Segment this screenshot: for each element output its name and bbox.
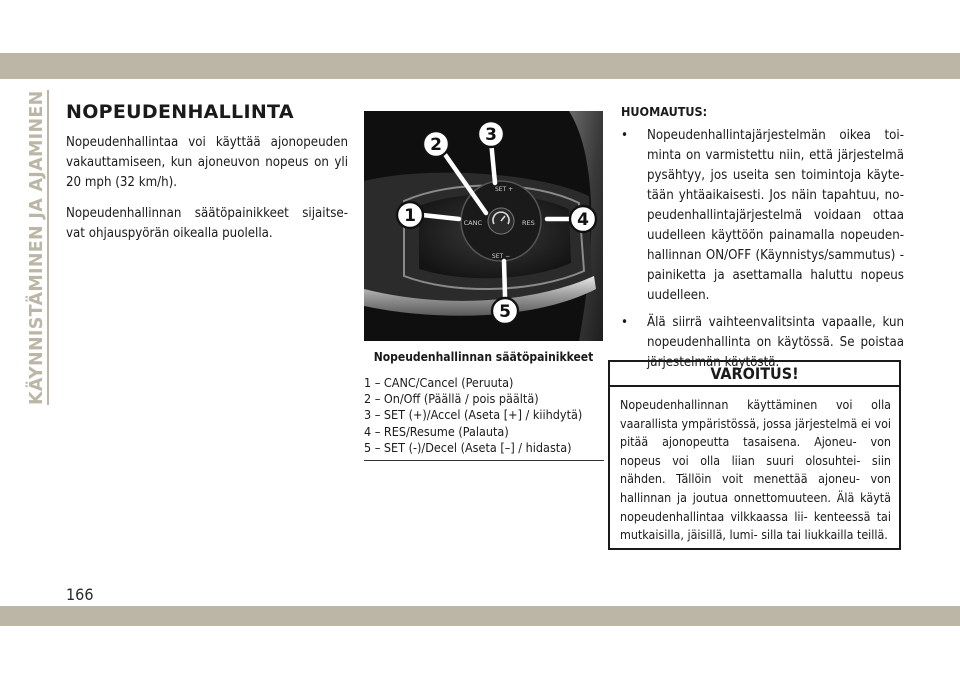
callout-1: 1 (404, 206, 416, 226)
set-plus-label: SET + (495, 186, 514, 193)
chapter-side-title: KÄYNNISTÄMINEN JA AJAMINEN (27, 90, 47, 405)
bullet-icon: • (621, 128, 628, 143)
callout-5: 5 (499, 302, 511, 322)
legend-item: 4 – RES/Resume (Palauta) (364, 423, 509, 439)
warning-title: VAROITUS! (610, 362, 899, 387)
warning-text: Nopeudenhallinnan käyttäminen voi olla vaarallista ympäristössä, jossa järjestelmä ei voi pitää ajonopeutta tasaisena. Ajoneu- von nopeus voi olla liian suuri olosuhtei- siin nähden. Tällöin voit menettää ajoneu- von hallinnan ja joutua onnettomuuteen. Älä käytä nopeudenhallintaa vilkkaassa lii- kenteessä tai mutkaisilla, jäisillä, lumi- silla tai liukkailla teillä. (620, 397, 891, 543)
callout-3: 3 (485, 125, 497, 145)
legend-item: 1 – CANC/Cancel (Peruuta) (364, 375, 514, 390)
bullet-icon: • (621, 315, 628, 330)
steering-wheel-figure (364, 111, 603, 341)
res-label: RES (522, 219, 535, 227)
figure-caption: Nopeudenhallinnan säätöpainikkeet (373, 350, 594, 364)
warning-box (608, 360, 901, 550)
legend-item: 2 – On/Off (Päällä / pois päältä) (364, 391, 539, 407)
steering-wheel-illustration (364, 111, 603, 341)
header-band (0, 53, 960, 79)
canc-label: CANC (463, 219, 482, 227)
set-minus-label: SET − (491, 253, 511, 260)
note-bullet (621, 126, 904, 306)
figure-legend (364, 375, 604, 461)
intro-paragraph: Nopeudenhallintaa voi käyttää ajonopeuden vakauttamiseen, kun ajoneuvon nopeus on yli 20 mph (32 km/h). (66, 135, 348, 190)
right-column (621, 104, 904, 380)
location-paragraph: Nopeudenhallinnan säätöpainikkeet sijaitse- vat ohjauspyörän oikealla puolella. (66, 206, 348, 241)
note-bullet-text: Nopeudenhallintajärjestelmän oikea toi- minta on varmistettu niin, että järjestelmä pysähtyy, jos useita sen toimintoja käyte- tään yhtäaikaisesti. Jos näin tapahtuu, no- peudenhallintajärjestelmä voidaan ottaa uudelleen käyttöön painamalla nopeuden- hallinnan ON/OFF (Käynnistys/sammutus) -painiketta ja asettamalla haluttu nopeus uudelleen. (647, 128, 904, 303)
left-column (66, 101, 348, 255)
legend-item: 3 – SET (+)/Accel (Aseta [+] / kiihdytä) (364, 407, 583, 423)
note-bullet-text: Älä siirrä vaihteenvalitsinta vapaalle, kun nopeudenhallinta on käytössä. Se poistaa järjestelmän käytöstä. (647, 315, 904, 370)
page-number: 166 (66, 585, 94, 604)
callout-2: 2 (430, 135, 442, 155)
footer-band (0, 606, 960, 626)
note-heading: HUOMAUTUS: (621, 104, 708, 119)
callout-4: 4 (577, 210, 589, 230)
section-heading: NOPEUDENHALLINTA (66, 101, 294, 123)
legend-item: 5 – SET (-)/Decel (Aseta [–] / hidasta) (364, 439, 572, 455)
